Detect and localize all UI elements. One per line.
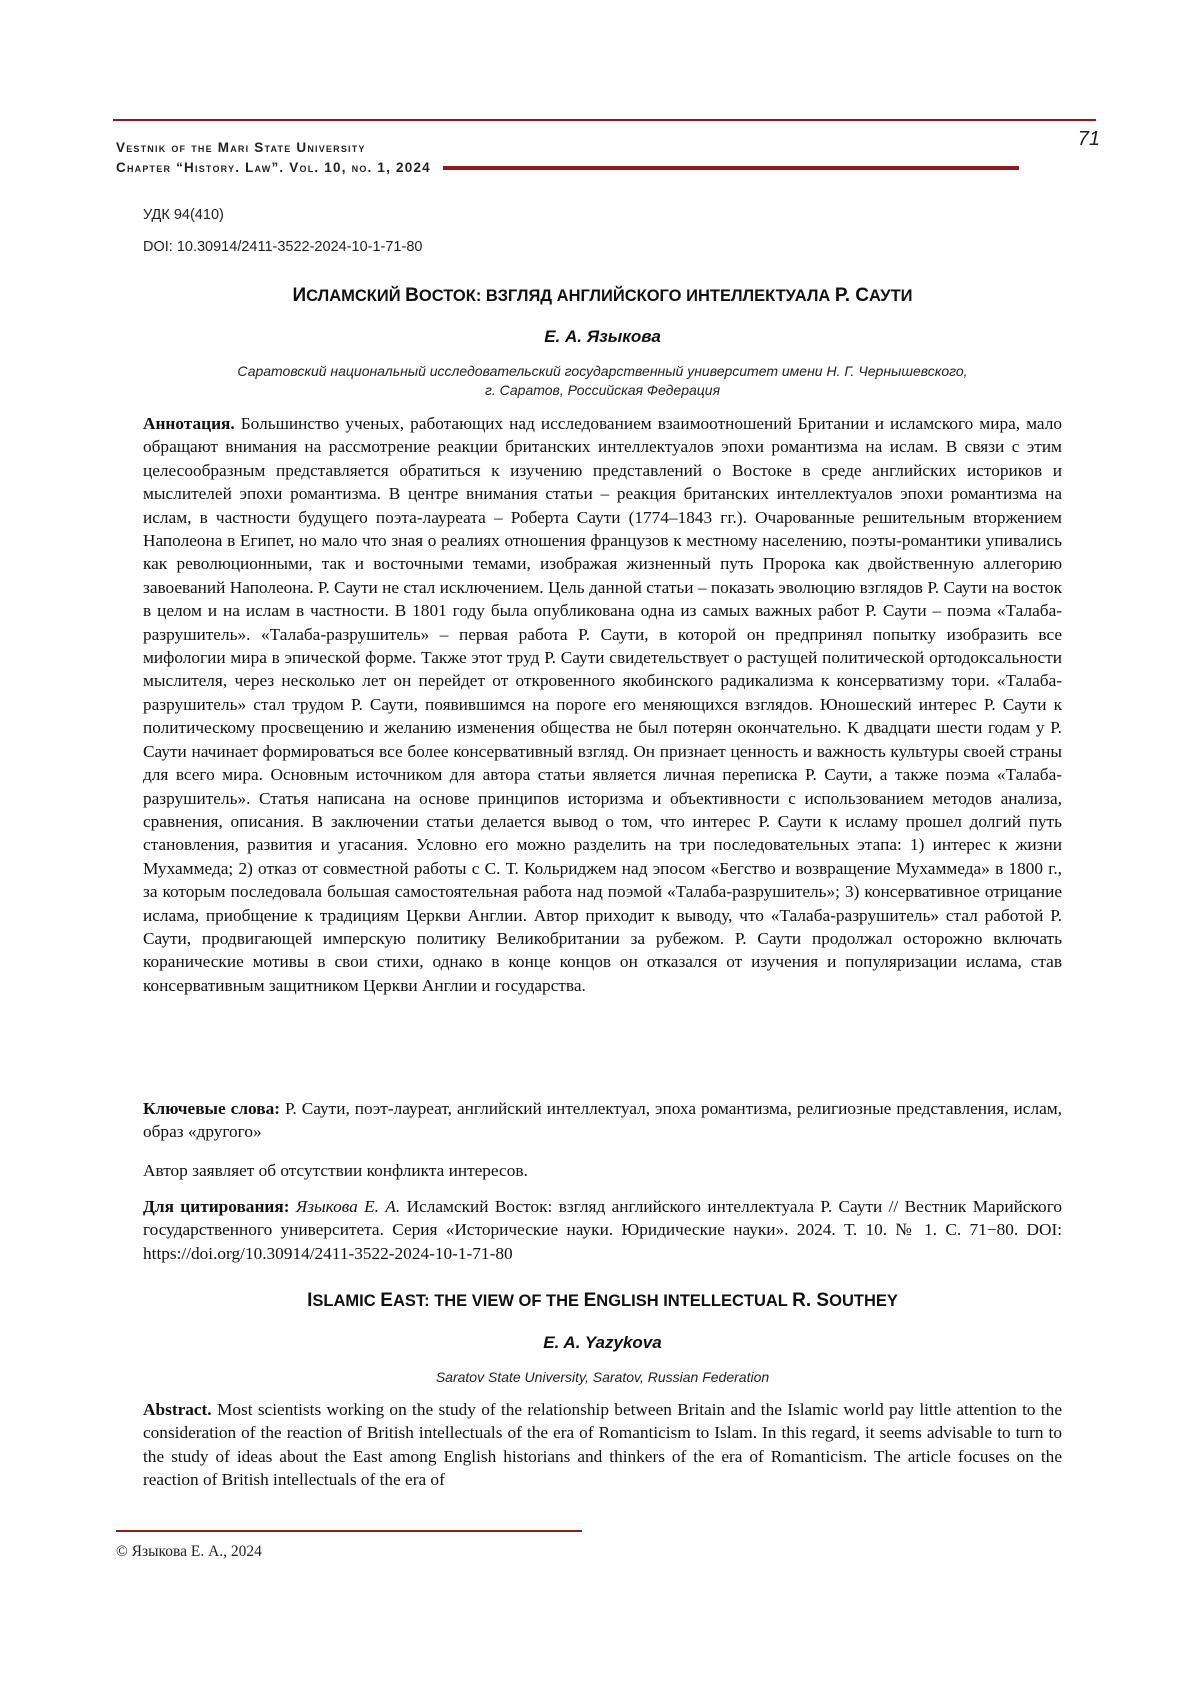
ru-citation [143, 1195, 1062, 1265]
udk-code: УДК 94(410) [143, 207, 224, 223]
en-abstract [143, 1398, 1062, 1492]
ru-keywords-label: Ключевые слова: [143, 1099, 280, 1118]
footnote-rule [116, 1530, 582, 1532]
journal-header [116, 138, 1019, 178]
ru-citation-text: Исламский Восток: взгляд английского интеллектуала Р. Саути // Вестник Марийского государственного университета. Серия «Исторические науки. Юридические науки». 2024. Т. 10. № 1. С. 71−80. DOI: https://doi.org/10.30914/2411-3522-2024-10-1-71-80 [143, 1197, 1062, 1263]
ru-citation-label: Для цитирования: [143, 1197, 289, 1216]
en-abstract-text: Most scientists working on the study of the relationship between Britain and the Islamic world pay little attention to the consideration of the reaction of British intellectuals of the era of Romanticism to Islam. In this regard, it seems advisable to turn to the study of ideas about the East among English historians and thinkers of the era of Romanticism. The article focuses on the reaction of British intellectuals of the era of [143, 1400, 1062, 1489]
en-title: ISLAMIC EAST: THE VIEW OF THE ENGLISH INTELLECTUAL R. SOUTHEY [143, 1290, 1062, 1312]
ru-affiliation: Саратовский национальный исследовательский государственный университет имени Н. Г. Чернышевского, г. Саратов, Российская Федерация [143, 362, 1062, 400]
ru-keywords [143, 1097, 1062, 1144]
ru-author: Е. А. Языкова [143, 327, 1062, 347]
ru-citation-author: Языкова Е. А. [296, 1197, 400, 1216]
page-number: 71 [1060, 128, 1100, 151]
header-side-rule [443, 166, 1019, 170]
journal-line-1: Vestnik of the Mari State University [116, 138, 1019, 158]
ru-abstract-text: Большинство ученых, работающих над исследованием взаимоотношений Британии и исламского мира, мало обращают внимания на рассмотрение реакции британских интеллектуалов эпохи романтизма на ислам. В связи с этим целесообразным представляется обратиться к изучению представлений о Востоке в среде английских историков и мыслителей эпохи романтизма. В центре внимания статьи – реакция британских интеллектуалов эпохи романтизма на ислам, в частности будущего поэта-лауреата – Роберта Саути (1774–1843 гг.). Очарованные решительным вторжением Наполеона в Египет, но мало что зная о реалиях отношения французов к местному населению, поэты-романтики упивались как революционными, так и восточными темами, изображая жизненный путь Пророка как двойственную аллегорию завоеваний Наполеона. Р. Саути не стал исключением. Цель данной статьи – показать эволюцию взглядов Р. Саути на восток в целом и на ислам в частности. В 1801 году была опубликована одна из самых важных работ Р. Саути – поэма «Талаба-разрушитель». «Талаба-разрушитель» – первая работа Р. Саути, в которой он предпринял попытку изобразить все мифологии мира в эпической форме. Также этот труд Р. Саути свидетельствует о растущей политической ортодоксальности мыслителя, через несколько лет он перейдет от откровенного якобинского радикализма к консерватизму тори. «Талаба-разрушитель» стал трудом Р. Саути, появившимся на пороге его меняющихся взглядов. Юношеский интерес Р. Саути к политическому просвещению и желанию изменения общества не был потерян окончательно. К двадцати шести годам у Р. Саути начинает формироваться все более консервативный взгляд. Он признает ценность и важность культуры своей страны для всего мира. Основным источником для автора статьи является личная переписка Р. Саути, а также поэма «Талаба-разрушитель». Статья написана на основе принципов историзма и объективности с использованием методов анализа, сравнения, описания. В заключении статьи делается вывод о том, что интерес Р. Саути к исламу прошел долгий путь становления, развития и угасания. Условно его можно разделить на три последовательных этапа: 1) интерес к жизни Мухаммеда; 2) отказ от совместной работы с С. Т. Кольриджем над эпосом «Бегство и возвращение Мухаммеда» в 1800 г., за которым последовала большая самостоятельная работа над поэмой «Талаба-разрушитель»; 3) консервативное отрицание ислама, приобщение к традициям Церкви Англии. Автор приходит к выводу, что «Талаба-разрушитель» стал работой Р. Саути, продвигающей имперскую политику Великобритании за рубежом. Р. Саути продолжал осторожно включать коранические мотивы в свои стихи, однако в конце концов он отказался от изучения и популяризации ислама, став консервативным защитником Церкви Англии и государства. [143, 414, 1062, 995]
en-abstract-label: Abstract. [143, 1400, 212, 1419]
copyright: © Языкова Е. А., 2024 [116, 1543, 262, 1561]
ru-abstract [143, 412, 1062, 997]
en-author: E. A. Yazykova [143, 1333, 1062, 1353]
ru-keywords-text: Р. Саути, поэт-лауреат, английский интеллектуал, эпоха романтизма, религиозные представления, ислам, образ «другого» [143, 1099, 1062, 1141]
ru-abstract-label: Аннотация. [143, 414, 235, 433]
en-affiliation: Saratov State University, Saratov, Russian Federation [143, 1368, 1062, 1387]
journal-line-2: Chapter “History. Law”. Vol. 10, no. 1, 2024 [116, 158, 431, 178]
ru-conflict-statement: Автор заявляет об отсутствии конфликта интересов. [143, 1159, 1062, 1182]
ru-title: ИСЛАМСКИЙ ВОСТОК: ВЗГЛЯД АНГЛИЙСКОГО ИНТЕЛЛЕКТУАЛА Р. САУТИ [143, 285, 1062, 307]
doi: DOI: 10.30914/2411-3522-2024-10-1-71-80 [143, 239, 422, 255]
header-top-rule [113, 119, 1096, 121]
